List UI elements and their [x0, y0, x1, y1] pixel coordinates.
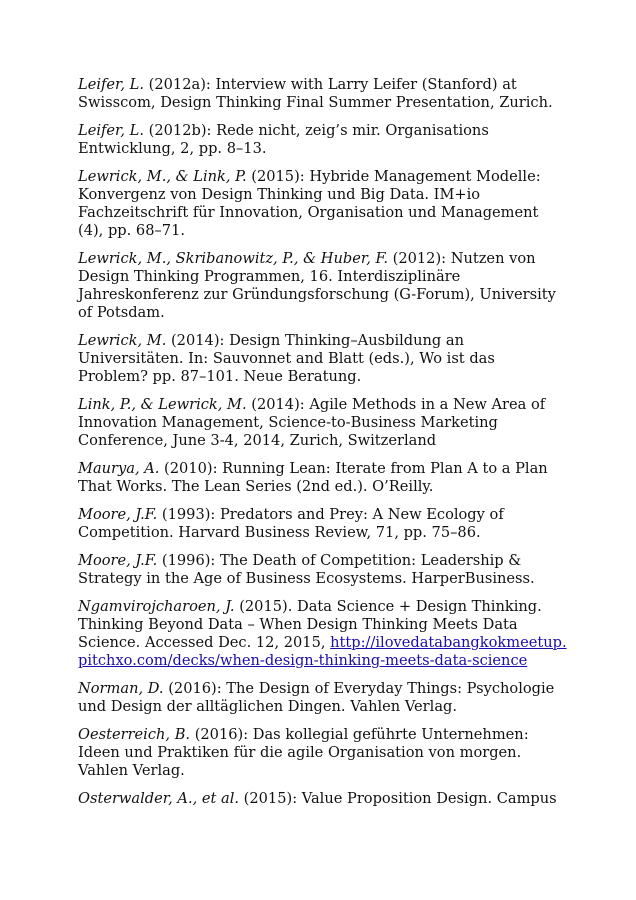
reference-entry — [78, 598, 568, 670]
reference-entry — [78, 168, 568, 240]
reference-author: Moore, J.F. — [78, 506, 158, 523]
reference-author: Lewrick, M., & Link, P. — [78, 168, 247, 185]
reference-entry — [78, 790, 568, 808]
reference-entry — [78, 506, 568, 542]
reference-entry — [78, 680, 568, 716]
reference-text: (2014): Agile Methods in a New Area of Innovation Management, Science-to-Business Marketing Conference, June 3-4, 2014, Zurich, Switzerland — [78, 396, 546, 449]
reference-author: Lewrick, M. — [78, 332, 167, 349]
reference-entry — [78, 726, 568, 780]
reference-text: (2012): Nutzen von Design Thinking Programmen, 16. Interdisziplinäre Jahreskonferenz zur Gründungsforschung (G-Forum), University of Potsdam. — [78, 250, 556, 321]
reference-text: (1993): Predators and Prey: A New Ecology of Competition. Harvard Business Review, 71, pp. 75–86. — [78, 506, 504, 541]
reference-author: Ngamvirojcharoen, J. — [78, 598, 235, 615]
reference-entry — [78, 76, 568, 112]
reference-text: (2015). Data Science + Design Thinking. Thinking Beyond Data – When Design Thinking Meets Data Science. Accessed Dec. 12, 2015, — [78, 598, 542, 651]
reference-entry — [78, 396, 568, 450]
reference-entry — [78, 250, 568, 322]
reference-text: (2015): Value Proposition Design. Campus — [239, 790, 557, 807]
reference-text: (2014): Design Thinking–Ausbildung an Universitäten. In: Sauvonnet and Blatt (eds.), Wo ist das Problem? pp. 87–101. Neue Beratung. — [78, 332, 495, 385]
reference-link[interactable]: http://ilovedatabangkokmeetup.pitchxo.com/decks/when-design-thinking-meets-data-science — [78, 634, 567, 669]
reference-entry — [78, 122, 568, 158]
reference-entry — [78, 552, 568, 588]
reference-author: Lewrick, M., Skribanowitz, P., & Huber, F. — [78, 250, 388, 267]
reference-list — [78, 76, 568, 818]
reference-text: (2012b): Rede nicht, zeig’s mir. Organisations Entwicklung, 2, pp. 8–13. — [78, 122, 489, 157]
reference-author: Leifer, L. — [78, 122, 145, 139]
reference-author: Link, P., & Lewrick, M. — [78, 396, 247, 413]
reference-text: (2010): Running Lean: Iterate from Plan A to a Plan That Works. The Lean Series (2nd ed.). O’Reilly. — [78, 460, 548, 495]
reference-author: Moore, J.F. — [78, 552, 158, 569]
reference-text: (1996): The Death of Competition: Leadership & Strategy in the Age of Business Ecosystems. HarperBusiness. — [78, 552, 535, 587]
reference-author: Osterwalder, A., et al. — [78, 790, 240, 807]
reference-text: (2016): Das kollegial geführte Unternehmen: Ideen und Praktiken für die agile Organisation von morgen. Vahlen Verlag. — [78, 726, 529, 779]
reference-text: (2015): Hybride Management Modelle: Konvergenz von Design Thinking und Big Data. IM+io Fachzeitschrift für Innovation, Organisation und Management (4), pp. 68–71. — [78, 168, 541, 239]
reference-author: Leifer, L. — [78, 76, 145, 93]
reference-entry — [78, 460, 568, 496]
reference-text: (2012a): Interview with Larry Leifer (Stanford) at Swisscom, Design Thinking Final Summer Presentation, Zurich. — [78, 76, 553, 111]
reference-author: Norman, D. — [78, 680, 164, 697]
reference-author: Oesterreich, B. — [78, 726, 191, 743]
reference-text: (2016): The Design of Everyday Things: Psychologie und Design der alltäglichen Dingen. Vahlen Verlag. — [78, 680, 555, 715]
reference-entry — [78, 332, 568, 386]
reference-author: Maurya, A. — [78, 460, 160, 477]
